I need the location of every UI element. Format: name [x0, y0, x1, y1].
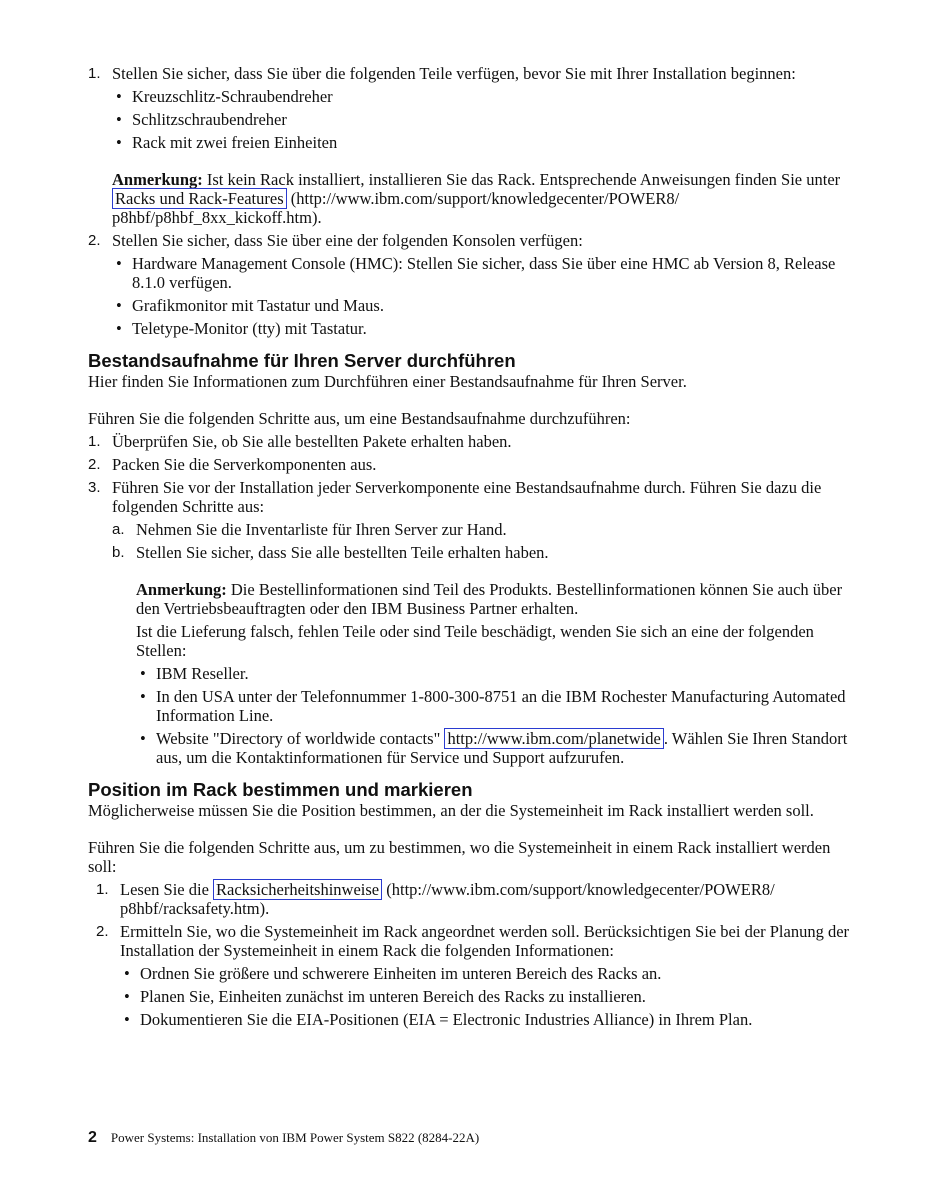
list-item: 2. Packen Sie die Serverkomponenten aus. — [88, 455, 377, 474]
note-label: Anmerkung: — [112, 170, 203, 189]
bullet-icon: • — [116, 319, 122, 338]
bullet-item: • Website "Directory of worldwide contacts" http://www.ibm.com/planetwide . Wählen Sie Ihren Standort aus, um die Kontaktinformationen für Service und Support aufzurufen. — [136, 729, 862, 767]
section-lead: Führen Sie die folgenden Schritte aus, um zu bestimmen, wo die Systemeinheit in einem Rack installiert werden soll: — [88, 838, 831, 876]
note: Anmerkung: Ist kein Rack installiert, installieren Sie das Rack. Entsprechende Anweisungen finden Sie unter Racks und Rack-Features (http://www.ibm.com/support/knowledgecenter/POWER8/ p8hbf/p8hbf_8xx_kickoff.htm). — [112, 170, 841, 227]
sub-list-letter: b. — [112, 544, 125, 561]
bullet-icon: • — [124, 987, 130, 1006]
bullet-icon: • — [116, 110, 122, 129]
bullet-item: • Ordnen Sie größere und schwerere Einheiten im unteren Bereich des Racks an. — [120, 964, 862, 983]
list-item-text: Stellen Sie sicher, dass Sie über eine der folgenden Konsolen verfügen: — [112, 231, 583, 250]
list-item — [88, 64, 862, 227]
bullet-item: • Schlitzschraubendreher — [112, 110, 862, 129]
list-item-text: Stellen Sie sicher, dass Sie über die folgenden Teile verfügen, bevor Sie mit Ihrer Installation beginnen: — [112, 64, 796, 83]
bullet-item: • Grafikmonitor mit Tastatur und Maus. — [112, 296, 862, 315]
list-number: 1. — [96, 881, 109, 898]
section-intro: Hier finden Sie Informationen zum Durchführen einer Bestandsaufnahme für Ihren Server. — [88, 372, 687, 391]
planetwide-link[interactable]: http://www.ibm.com/planetwide — [444, 728, 663, 749]
bullet-item: • Rack mit zwei freien Einheiten — [112, 133, 862, 152]
list-item: 1. Lesen Sie die Racksicherheitshinweise (http://www.ibm.com/support/knowledgecenter/POWER8/ p8hbf/racksafety.htm). — [96, 880, 775, 918]
list-item: 1. Überprüfen Sie, ob Sie alle bestellten Pakete erhalten haben. — [88, 432, 512, 451]
sub-list-letter: a. — [112, 521, 125, 538]
bullet-icon: • — [116, 254, 122, 273]
footer-text: Power Systems: Installation von IBM Power System S822 (8284-22A) — [110, 1130, 480, 1145]
bullet-icon: • — [140, 687, 146, 706]
bullet-icon: • — [124, 1010, 130, 1029]
note-paragraph: Ist die Lieferung falsch, fehlen Teile oder sind Teile beschädigt, wenden Sie sich an eine der folgenden Stellen: — [136, 622, 814, 660]
list-item: 2. Ermitteln Sie, wo die Systemeinheit im Rack angeordnet werden soll. Berücksichtigen Sie bei der Planung der Installation der Systemeinheit in einem Rack die folgenden Informationen: • Ordnen Sie größere und schwerere Einheiten im unteren Bereich des Racks an. • Planen Sie, Einheiten zunächst im unteren Bereich des Racks zu installieren. • Dokumentieren Sie die EIA-Positionen (EIA = Electronic Industries Alliance) in Ihrem Plan. — [96, 922, 862, 1029]
bullet-item: • Planen Sie, Einheiten zunächst im unteren Bereich des Racks zu installieren. — [120, 987, 862, 1006]
sub-list-item: a. Nehmen Sie die Inventarliste für Ihren Server zur Hand. — [112, 520, 507, 539]
bullet-item: • Dokumentieren Sie die EIA-Positionen (EIA = Electronic Industries Alliance) in Ihrem Plan. — [120, 1010, 862, 1029]
bullet-item: • In den USA unter der Telefonnummer 1-800-300-8751 an die IBM Rochester Manufacturing Automated Information Line. — [136, 687, 862, 725]
note-label: Anmerkung: — [136, 580, 227, 599]
bullet-icon: • — [116, 87, 122, 106]
note: Anmerkung: Die Bestellinformationen sind Teil des Produkts. Bestellinformationen können Sie auch über den Vertriebsbeauftragten oder den IBM Business Partner erhalten. — [136, 580, 843, 618]
bullet-item: • IBM Reseller. — [136, 664, 862, 683]
list-item: 3. Führen Sie vor der Installation jeder Serverkomponente eine Bestandsaufnahme durch. Führen Sie dazu die folgenden Schritte aus: a. Nehmen Sie die Inventarliste für Ihren Server zur Hand. b. Stellen Sie sicher, dass Sie alle bestellten Teile erhalten haben. Anmerkung: Die Bestellinformationen sind Teil des Produkts. Bestellinformationen können Sie auch über den Vertriebsbeauftragten oder den IBM Business Partner erhalten. Ist die Lieferung falsch, fehlen Teile oder sind Teile beschädigt, wenden Sie sich an eine der folgenden Stellen: • IBM Reseller. • In den USA unter der Telefonnummer 1-800-300-8751 an die IBM Rochester Manufacturing Automated Information Line. • Website "Directory of worldwide contacts" http://www.ibm.com/planetwide . Wählen Sie Ihren Standort aus, um die Kontaktinformationen für Service und Support aufzurufen. — [88, 478, 862, 767]
page-footer — [88, 1128, 479, 1147]
list-number: 1. — [88, 433, 101, 450]
bullet-icon: • — [116, 296, 122, 315]
list-number: 3. — [88, 479, 101, 496]
section-intro: Möglicherweise müssen Sie die Position bestimmen, an der die Systemeinheit im Rack installiert werden soll. — [88, 801, 814, 820]
list-number: 1. — [88, 65, 101, 82]
bullet-icon: • — [140, 664, 146, 683]
list-item — [88, 231, 862, 338]
section-lead: Führen Sie die folgenden Schritte aus, um eine Bestandsaufnahme durchzuführen: — [88, 409, 631, 428]
racks-features-link[interactable]: Racks und Rack-Features — [112, 188, 287, 209]
bullet-icon: • — [140, 729, 146, 748]
rack-safety-link[interactable]: Racksicherheitshinweise — [213, 879, 382, 900]
list-number: 2. — [96, 923, 109, 940]
bullet-icon: • — [116, 133, 122, 152]
section-heading: Position im Rack bestimmen und markieren — [88, 779, 473, 800]
list-number: 2. — [88, 456, 101, 473]
bullet-icon: • — [124, 964, 130, 983]
sub-list-item: b. Stellen Sie sicher, dass Sie alle bestellten Teile erhalten haben. Anmerkung: Die Bestellinformationen sind Teil des Produkts. Bestellinformationen können Sie auch über den Vertriebsbeauftragten oder den IBM Business Partner erhalten. Ist die Lieferung falsch, fehlen Teile oder sind Teile beschädigt, wenden Sie sich an eine der folgenden Stellen: • IBM Reseller. • In den USA unter der Telefonnummer 1-800-300-8751 an die IBM Rochester Manufacturing Automated Information Line. • Website "Directory of worldwide contacts" http://www.ibm.com/planetwide . Wählen Sie Ihren Standort aus, um die Kontaktinformationen für Service und Support aufzurufen. — [112, 543, 862, 767]
section-heading: Bestandsaufnahme für Ihren Server durchführen — [88, 350, 516, 371]
bullet-item: • Hardware Management Console (HMC): Stellen Sie sicher, dass Sie über eine HMC ab Version 8, Release 8.1.0 verfügen. — [112, 254, 862, 292]
list-number: 2. — [88, 232, 101, 249]
bullet-item: • Teletype-Monitor (tty) mit Tastatur. — [112, 319, 862, 338]
bullet-item: • Kreuzschlitz-Schraubendreher — [112, 87, 862, 106]
page-number: 2 — [88, 1129, 97, 1146]
